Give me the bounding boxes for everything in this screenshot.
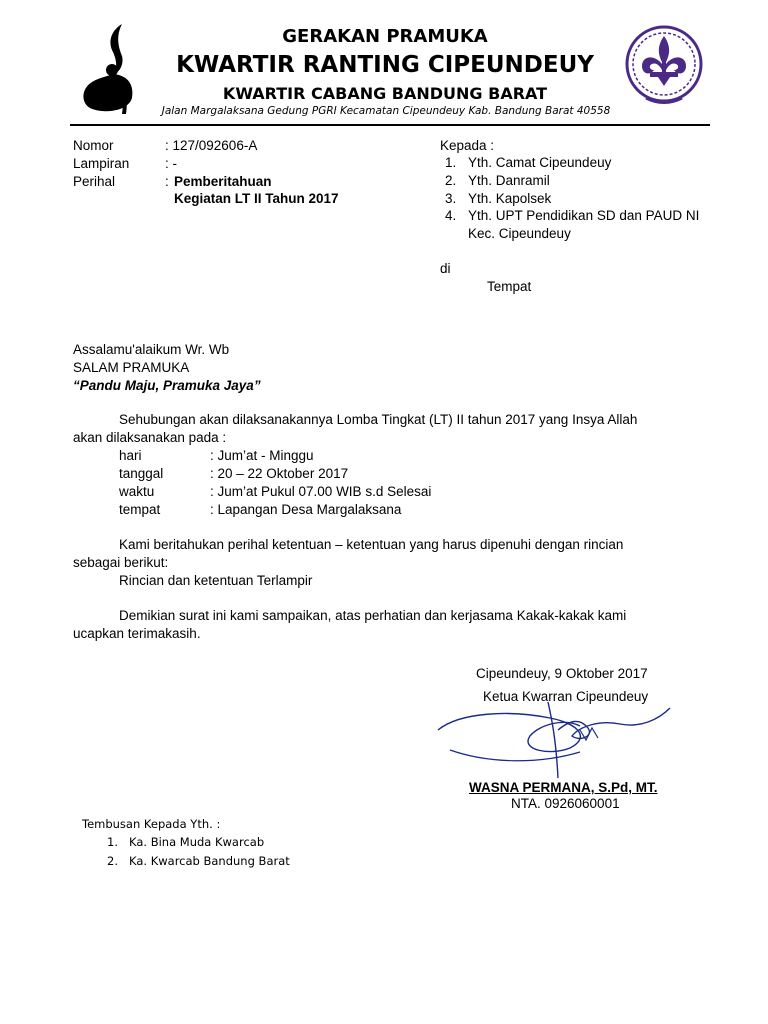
kepada-item-num: 2.: [445, 173, 457, 188]
detail-value: : Jum’at - Minggu: [210, 448, 314, 463]
letterhead-title: KWARTIR RANTING CIPEUNDEUY: [176, 52, 594, 78]
perihal-line2: Kegiatan LT II Tahun 2017: [174, 191, 339, 206]
kepada-item: Yth. Kapolsek: [468, 191, 552, 206]
paragraph-3-line: ucapkan terimakasih.: [73, 626, 201, 641]
scout-emblem-logo: [624, 24, 704, 108]
tembusan-label: Tembusan Kepada Yth. :: [82, 817, 221, 831]
nomor-value: : 127/092606-A: [165, 138, 258, 153]
kepada-item: Yth. Camat Cipeundeuy: [468, 155, 612, 170]
detail-label: tempat: [119, 502, 161, 517]
kepada-item: Yth. Danramil: [468, 173, 550, 188]
tembusan-item-num: 1.: [107, 835, 118, 849]
paragraph-2-line: Rincian dan ketentuan Terlampir: [119, 573, 313, 588]
detail-label: waktu: [119, 484, 155, 499]
signatory-name: WASNA PERMANA, S.Pd, MT.: [469, 780, 658, 795]
nomor-label: Nomor: [73, 138, 114, 153]
salam-pramuka: SALAM PRAMUKA: [73, 360, 190, 375]
kepada-label: Kepada :: [440, 138, 495, 153]
motto: “Pandu Maju, Pramuka Jaya”: [73, 378, 261, 393]
kepada-item-num: 4.: [445, 208, 457, 223]
paragraph-1-line: akan dilaksanakan pada :: [73, 430, 227, 445]
paragraph-2-line: sebagai berikut:: [73, 555, 169, 570]
kepada-item: Yth. UPT Pendidikan SD dan PAUD NI: [468, 208, 700, 223]
detail-value: : 20 – 22 Oktober 2017: [210, 466, 349, 481]
tembusan-item-num: 2.: [107, 854, 118, 868]
perihal-colon: :: [165, 174, 169, 189]
detail-value: : Jum’at Pukul 07.00 WIB s.d Selesai: [210, 484, 432, 499]
tembusan-item: Ka. Kwarcab Bandung Barat: [129, 854, 290, 868]
paragraph-1-line: Sehubungan akan dilaksanakannya Lomba Tingkat (LT) II tahun 2017 yang Insya Allah: [119, 412, 638, 427]
handwritten-signature: [430, 690, 700, 785]
kepada-item-continuation: Kec. Cipeundeuy: [468, 226, 571, 241]
signatory-nta: NTA. 0926060001: [511, 796, 620, 811]
perihal-label: Perihal: [73, 174, 116, 189]
kepada-item-num: 3.: [445, 191, 457, 206]
lampiran-label: Lampiran: [73, 156, 130, 171]
greeting: Assalamu'alaikum Wr. Wb: [73, 342, 230, 357]
lampiran-value: : -: [165, 156, 177, 171]
place-date: Cipeundeuy, 9 Oktober 2017: [476, 666, 648, 681]
tunas-kelapa-logo: [78, 22, 146, 118]
kepada-di: di: [440, 261, 451, 276]
signatory-position: Ketua Kwarran Cipeundeuy: [483, 689, 649, 704]
org-name: GERAKAN PRAMUKA: [282, 26, 488, 47]
tembusan-item: Ka. Bina Muda Kwarcab: [129, 835, 265, 849]
kepada-item-num: 1.: [445, 155, 457, 170]
kepada-tempat: Tempat: [487, 279, 532, 294]
paragraph-3-line: Demikian surat ini kami sampaikan, atas perhatian dan kerjasama Kakak-kakak kami: [119, 608, 627, 623]
letterhead-address: Jalan Margalaksana Gedung PGRI Kecamatan Cipeundeuy Kab. Bandung Barat 40558: [161, 105, 611, 117]
perihal-line1: Pemberitahuan: [174, 174, 272, 189]
letterhead-divider: [70, 124, 710, 126]
detail-value: : Lapangan Desa Margalaksana: [210, 502, 402, 517]
paragraph-2-line: Kami beritahukan perihal ketentuan – ketentuan yang harus dipenuhi dengan rincian: [119, 537, 624, 552]
detail-label: hari: [119, 448, 142, 463]
detail-label: tanggal: [119, 466, 164, 481]
letterhead-subtitle: KWARTIR CABANG BANDUNG BARAT: [222, 84, 548, 103]
